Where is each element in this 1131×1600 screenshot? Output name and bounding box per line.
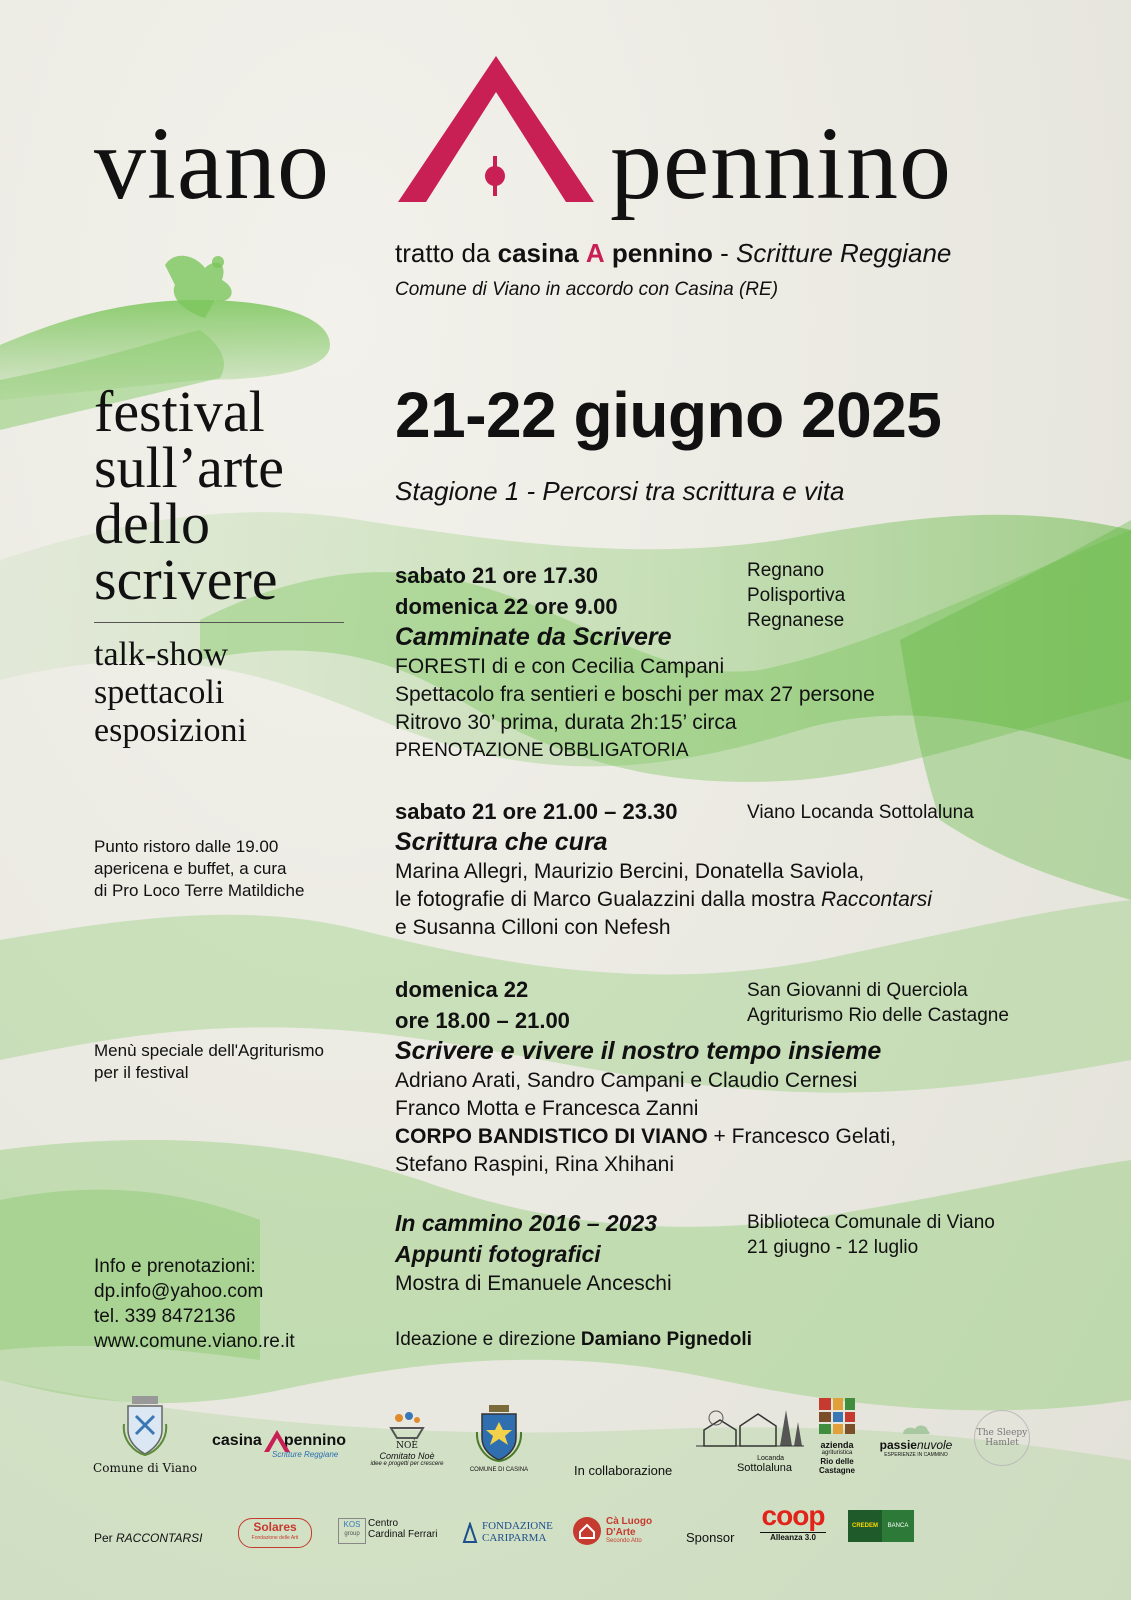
fondazione-line: FONDAZIONE [482,1520,553,1532]
event-place-line: San Giovanni di Querciola [747,980,968,1001]
season-title: Stagione 1 - Percorsi tra scrittura e vita [395,476,845,506]
subtitle-dash: - [712,238,737,268]
logo-fondazione-cariparma [462,1520,553,1544]
ferrari-line: Cardinal Ferrari [368,1529,438,1540]
subtitle-brand-a: A [585,238,605,268]
event-title: Scrittura che cura [395,828,608,856]
nuvole-italic: nuvole [916,1438,953,1452]
fondazione-mark-icon [462,1522,478,1544]
logo-ca-luogo-darte [572,1516,652,1544]
event-place [747,978,1009,1028]
caluogo-line: D'Arte [606,1527,636,1538]
coat-of-arms-icon [122,1394,168,1456]
solares-sub: Fondazione delle Arti [251,1535,299,1541]
azienda-mosaic-icon [817,1396,857,1436]
festival-kind: esposizioni [94,712,247,749]
event-title: Appunti fotografici [395,1241,601,1267]
side-note-line: Menù speciale dell'Agriturismo [94,1041,325,1060]
event-title: Scrivere e vivere il nostro tempo insieme [395,1037,882,1065]
event-when: domenica 22 [395,977,529,1002]
azienda-line: Castagne [818,1466,855,1475]
logo-cardinal-ferrari [368,1518,437,1540]
event-note: PRENOTAZIONE OBBLIGATORIA [395,740,689,761]
festival-kind: spettacoli [94,674,225,711]
side-note-line: di Pro Loco Terre Matildiche [94,881,305,900]
festival-line: festival [94,379,265,444]
solares-text: Solares [253,1520,297,1534]
event-place-line: Regnanese [747,610,845,631]
festival-kind: talk-show [94,636,229,673]
festival-line: scrivere [94,547,278,612]
per-text: Per [94,1531,117,1545]
title-pennino: pennino [610,106,953,221]
passie-cloud-icon [901,1422,931,1436]
logo-passie-nuvole [874,1422,958,1458]
kos-sub: group [344,1531,360,1537]
event-line-italic: Raccontarsi [821,888,932,911]
festival-line: sull’arte [94,435,285,500]
banca-text: BANCA [882,1510,914,1542]
info-heading: Info e prenotazioni: [94,1256,256,1277]
info-email[interactable]: dp.info@yahoo.com [94,1281,264,1302]
logo-credem-banca [848,1510,914,1542]
festival-dates: 21-22 giugno 2025 [395,379,942,451]
event-place-line: Agriturismo Rio delle Castagne [747,1005,1009,1026]
event-when: domenica 22 ore 9.00 [395,594,618,619]
logo-label: COMUNE DI CASINA [469,1467,529,1473]
caluogo-sub: Secondo Atto [606,1538,642,1544]
logo-coop [760,1502,826,1542]
festival-line: dello [94,491,210,556]
event-line: Ritrovo 30’ prima, durata 2h:15’ circa [395,711,737,734]
event-when: sabato 21 ore 17.30 [395,563,599,588]
event-line: Adriano Arati, Sandro Campani e Claudio Cernesi [395,1069,858,1092]
noe-name: Comitato Noè [379,1451,435,1461]
info-block [94,1254,295,1354]
caluogo-line: Cà Luogo [606,1516,653,1527]
logo-casina-text: casina [212,1432,262,1449]
logo-azienda-rio-castagne [814,1396,860,1475]
event-line: Spettacolo fra sentieri e boschi per max 27 persone [395,683,875,706]
header-subline: Comune di Viano in accordo con Casina (RE) [395,279,779,300]
logo-solares [238,1518,312,1548]
event-when: sabato 21 ore 21.00 – 23.30 [395,799,678,824]
event-place [747,1210,995,1260]
subtitle-brand-casina: casina [497,238,579,268]
event-when: ore 18.00 – 21.00 [395,1008,570,1033]
event-mostra [395,1208,672,1298]
credem-text: CREDEM [848,1510,882,1542]
event-band-bold: CORPO BANDISTICO DI VIANO [395,1125,708,1148]
subtitle-prefix: tratto da [395,238,498,268]
fondazione-line: CARIPARMA [482,1532,547,1544]
info-website[interactable]: www.comune.viano.re.it [94,1331,295,1352]
subtitle-series: Scritture Reggiane [736,238,952,268]
festival-heading [94,379,285,612]
side-note-line: apericena e buffet, a cura [94,859,287,878]
apennino-a-small-icon [264,1430,290,1452]
noe-mark: NOÈ [396,1441,418,1451]
passie-sub: ESPERIENZE IN CAMMINO [884,1452,948,1458]
credits-name: Damiano Pignedoli [580,1329,752,1350]
side-note-menu [94,1040,324,1084]
coop-sub: Alleanza 3.0 [760,1532,826,1542]
event-line [395,1123,896,1151]
casina-coat-icon [474,1404,524,1462]
event-line-text: le fotografie di Marco Gualazzini dalla mostra [395,888,822,911]
side-note-line: per il festival [94,1063,189,1082]
locanda-house-icon [696,1400,804,1450]
per-raccontarsi-label [94,1531,202,1545]
logo-pennino-text: pennino [283,1432,347,1449]
event-place-line: Biblioteca Comunale di Viano [747,1212,995,1233]
azienda-line: agrituristica [821,1450,853,1456]
sponsor-label: Sponsor [686,1530,735,1545]
event-line: FORESTI di e con Cecilia Campani [395,655,725,678]
event-place-line: 21 giugno - 12 luglio [747,1237,919,1258]
ferrari-line: Centro [368,1518,399,1529]
passie-bold: passie [879,1438,917,1452]
event-title: Camminate da Scrivere [395,623,672,651]
title-viano: viano [94,106,331,221]
kos-text: KOS [343,1520,361,1529]
event-place [747,558,845,633]
festival-kinds [94,636,247,750]
logo-comitato-noe [366,1410,448,1467]
event-title: In cammino 2016 – 2023 [395,1210,658,1236]
ca-luogo-house-icon [572,1516,602,1546]
logo-casina-apennino [212,1432,346,1459]
credits-prefix: Ideazione e direzione [395,1329,581,1350]
event-line: Franco Motta e Francesca Zanni [395,1097,699,1120]
festival-divider [94,622,344,623]
logo-sleepy-hamlet [974,1410,1030,1466]
event-line [395,886,932,914]
logo-locanda-sottolaluna [694,1400,804,1474]
event-place-line: Polisportiva [747,585,846,606]
apennino-a-logo [398,56,594,206]
locanda-line2: Sottolaluna [736,1462,792,1474]
event-line: Mostra di Emanuele Anceschi [395,1272,672,1295]
in-collaborazione-label: In collaborazione [574,1463,673,1478]
event-line: Stefano Raspini, Rina Xhihani [395,1153,675,1176]
azienda-line: azienda [820,1440,854,1450]
logo-casina-sub: Scritture Reggiane [272,1450,339,1459]
per-italic: RACCONTARSI [116,1531,203,1545]
event-line: Marina Allegri, Maurizio Bercini, Donatella Saviola, [395,860,865,883]
logo-kos [338,1518,366,1544]
locanda-line1: Locanda [757,1455,784,1462]
noe-sub: idee e progetti per crescere [370,1461,444,1467]
header-subtitle [395,238,951,269]
event-place-line: Regnano [747,560,825,581]
side-note-ristoro [94,836,304,902]
logo-label: Comune di Viano [93,1461,197,1475]
azienda-line: Rio delle [820,1457,854,1466]
logo-comune-viano [92,1394,198,1475]
credits [395,1329,752,1351]
event-place: Viano Locanda Sottolaluna [747,802,974,823]
logo-comune-casina [464,1404,534,1473]
event-band-rest: + Francesco Gelati, [707,1125,897,1148]
subtitle-brand-pennino: pennino [611,238,713,268]
noe-ark-icon [387,1410,427,1440]
event-line: e Susanna Cilloni con Nefesh [395,916,671,939]
side-note-line: Punto ristoro dalle 19.00 [94,837,279,856]
info-phone[interactable]: tel. 339 8472136 [94,1306,236,1327]
coop-text: coop [761,1500,825,1531]
passie-text [874,1438,958,1452]
sleepy-line: The Sleepy [976,1428,1028,1438]
sleepy-line: Hamlet [985,1438,1019,1448]
